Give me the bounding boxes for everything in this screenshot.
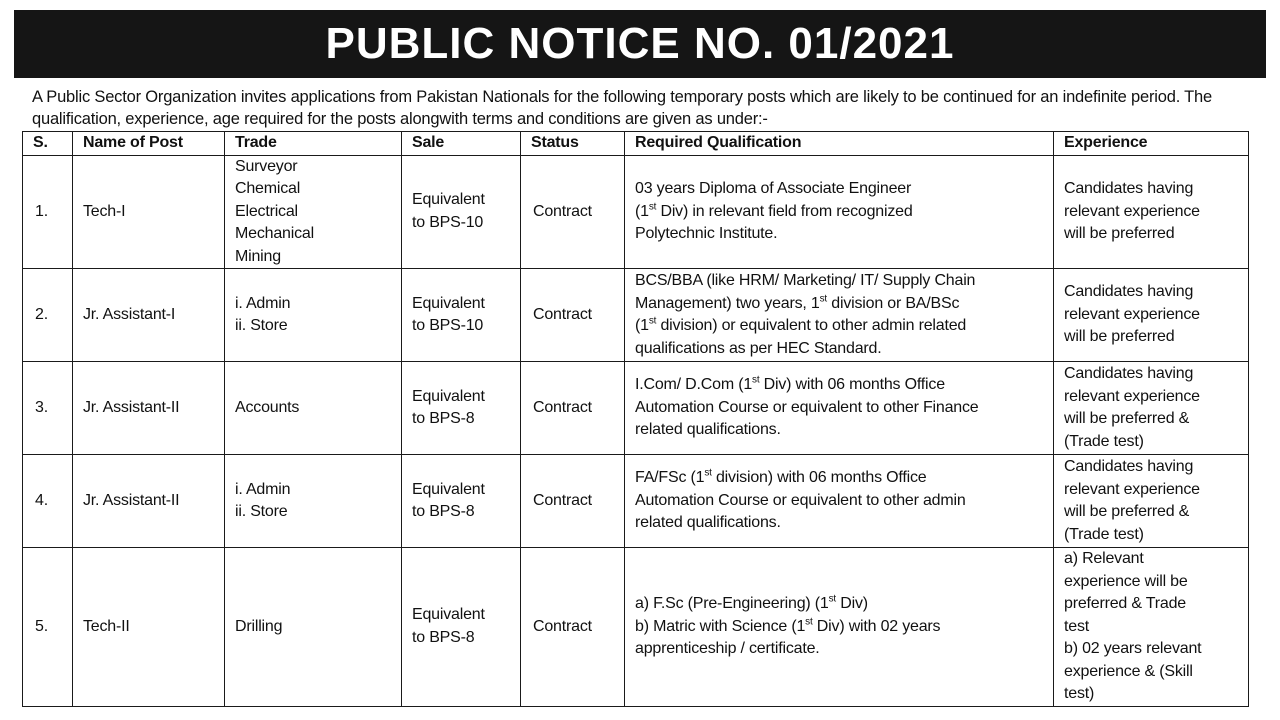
experience-line: (Trade test) [1064,432,1144,450]
qualification-line: BCS/BBA (like HRM/ Marketing/ IT/ Supply Chain [635,272,976,289]
cell-trade [225,155,402,269]
experience-line: relevant experience [1064,387,1200,405]
experience-line: Candidates having [1064,283,1194,301]
experience-line: test [1064,617,1089,635]
experience-line: relevant experience [1064,305,1200,323]
trade-line: Mechanical [235,225,314,242]
cell-status: Contract [521,269,625,362]
header-sale: Sale [402,132,521,156]
cell-sale [402,155,521,269]
experience-line: experience will be [1064,572,1188,590]
cell-status: Contract [521,455,625,548]
trade-line: i. Admin [235,294,291,312]
cell-trade [225,548,402,707]
cell-sale [402,548,521,707]
superscript: st [805,616,813,628]
cell-status: Contract [521,155,625,269]
cell-sale [402,269,521,362]
cell-post: Jr. Assistant-II [73,362,225,455]
notice-intro: A Public Sector Organization invites applications from Pakistan Nationals for the following temporary posts which are likely to be continued for an indefinite period. The qualification, experience, age required for the posts alongwith terms and conditions are given as under:- [32,88,1213,128]
notice-title: PUBLIC NOTICE NO. 01/2021 [325,19,955,68]
table-row [23,362,1249,455]
experience-line: relevant experience [1064,480,1200,498]
trade-line: Surveyor [235,157,298,175]
experience-line: test) [1064,685,1095,702]
cell-sale [402,362,521,455]
experience-line: preferred & Trade [1064,595,1186,612]
cell-post: Jr. Assistant-II [73,455,225,548]
qualification-line: b) Matric with Science (1st Div) with 02 years [635,616,941,635]
qualification-line: Automation Course or equivalent to other admin [635,491,966,509]
posts-table [22,131,1249,707]
superscript: st [819,293,828,305]
superscript: st [704,467,712,479]
experience-line: will be preferred [1064,328,1175,346]
cell-trade [225,455,402,548]
qualification-line: a) F.Sc (Pre-Engineering) (1st Div) [635,593,868,612]
qualification-line: FA/FSc (1st division) with 06 months Office [635,467,927,487]
qualification-line: apprenticeship / certificate. [635,640,820,657]
cell-sale [402,455,521,548]
qualification-line: related qualifications. [635,421,781,439]
experience-line: will be preferred & [1064,410,1190,427]
header-status: Status [521,132,625,156]
trade-line: ii. Store [235,317,288,334]
sale-line: to BPS-8 [412,503,475,520]
table-row [23,455,1249,548]
cell-qualification [625,155,1054,269]
cell-trade [225,362,402,455]
header-post: Name of Post [73,132,225,156]
header-qualification: Required Qualification [625,132,1054,156]
qualification-line: Polytechnic Institute. [635,225,778,242]
superscript: st [752,374,760,386]
experience-line: Candidates having [1064,458,1194,475]
cell-post: Tech-I [73,155,225,269]
sale-line: Equivalent [412,294,485,312]
sale-line: Equivalent [412,606,485,624]
trade-line: Mining [235,247,281,265]
cell-sno: 2. [23,269,73,362]
cell-experience [1054,455,1249,548]
trade-line: Electrical [235,202,298,220]
experience-line: experience & (Skill [1064,662,1193,680]
trade-line: i. Admin [235,480,291,498]
qualification-line: 03 years Diploma of Associate Engineer [635,180,912,197]
experience-line: Candidates having [1064,365,1194,382]
sale-line: to BPS-8 [412,628,475,646]
sale-line: Equivalent [412,387,485,405]
qualification-line: related qualifications. [635,514,781,532]
qualification-line: Management) two years, 1st division or BA/BSc [635,293,960,312]
sale-line: to BPS-10 [412,317,484,334]
qualification-line: (1st Div) in relevant field from recognized [635,201,913,220]
superscript: st [648,201,657,213]
cell-post: Jr. Assistant-I [73,269,225,362]
experience-line: will be preferred & [1064,503,1190,520]
trade-line: Chemical [235,180,301,197]
experience-line: Candidates having [1064,180,1194,197]
qualification-line: Automation Course or equivalent to other Finance [635,398,979,416]
cell-post: Tech-II [73,548,225,707]
title-banner [14,10,1266,78]
experience-line: b) 02 years relevant [1064,640,1202,657]
cell-experience [1054,362,1249,455]
superscript: st [828,593,836,605]
sale-line: Equivalent [412,191,485,209]
experience-line: will be preferred [1064,225,1175,242]
experience-line: relevant experience [1064,202,1200,220]
sale-line: Equivalent [412,480,485,498]
cell-qualification [625,548,1054,707]
trade-line: Drilling [235,617,283,635]
cell-qualification [625,362,1054,455]
superscript: st [648,315,657,327]
table-row [23,155,1249,269]
qualification-line: (1st division) or equivalent to other admin related [635,315,967,334]
cell-qualification [625,455,1054,548]
qualification-line: I.Com/ D.Com (1st Div) with 06 months Office [635,374,945,394]
qualification-line: qualifications as per HEC Standard. [635,339,882,357]
cell-sno: 1. [23,155,73,269]
experience-line: (Trade test) [1064,525,1144,543]
table-row [23,269,1249,362]
cell-status: Contract [521,548,625,707]
experience-line: a) Relevant [1064,550,1144,567]
cell-sno: 5. [23,548,73,707]
table-header-row [23,132,1249,156]
cell-experience [1054,155,1249,269]
cell-qualification [625,269,1054,362]
cell-experience [1054,548,1249,707]
cell-trade [225,269,402,362]
sale-line: to BPS-10 [412,213,484,231]
header-trade: Trade [225,132,402,156]
cell-sno: 4. [23,455,73,548]
header-sno: S. [23,132,73,156]
table-row [23,548,1249,707]
cell-status: Contract [521,362,625,455]
cell-experience [1054,269,1249,362]
cell-sno: 3. [23,362,73,455]
trade-line: Accounts [235,398,300,416]
sale-line: to BPS-8 [412,410,475,427]
header-experience: Experience [1054,132,1249,156]
trade-line: ii. Store [235,503,288,520]
